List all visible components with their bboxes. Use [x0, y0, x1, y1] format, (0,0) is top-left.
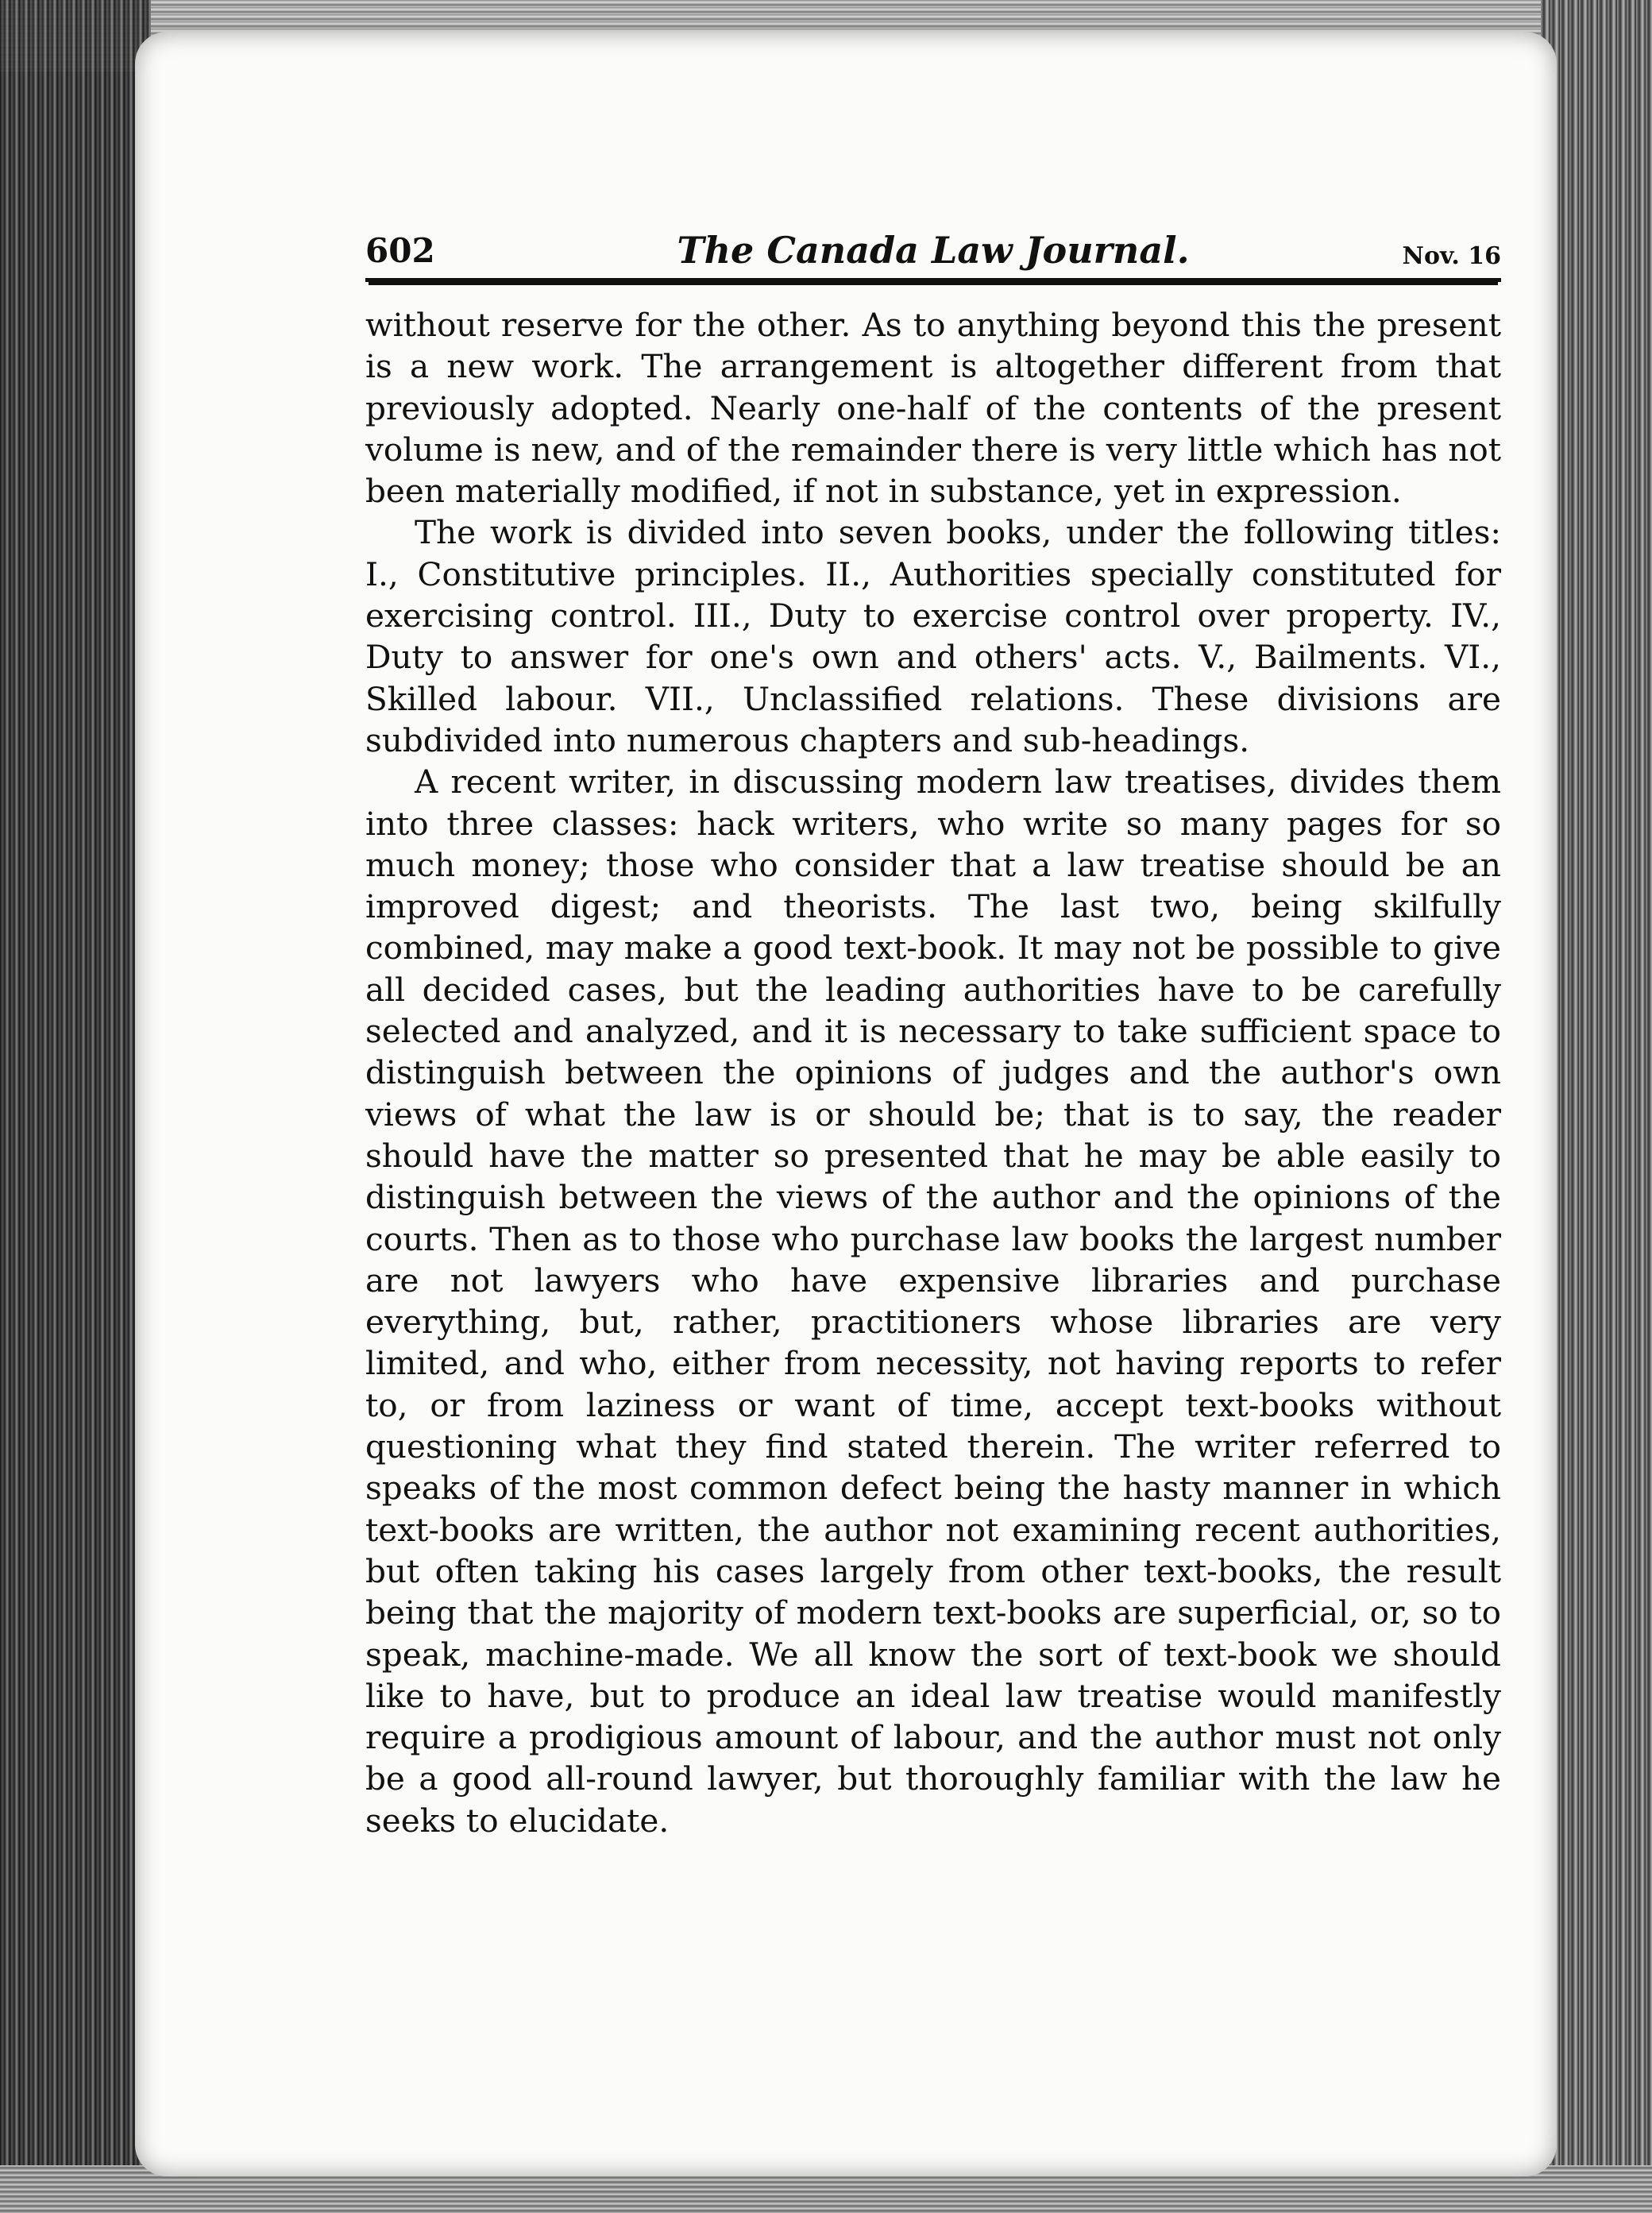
article-body	[365, 304, 1501, 1841]
scan-right-edge	[1541, 0, 1652, 2213]
paragraph-continuation: without reserve for the other. As to anything beyond this the present is a new work. The arrangement is altogether different from that previously adopted. Nearly one-half of the contents of the present volume is new, and of the remainder there is very little which has not been materially modified, if not in substance, yet in expression.	[365, 306, 1501, 511]
scan-left-edge	[0, 0, 151, 2213]
paper-sheet	[135, 32, 1557, 2176]
page-content	[365, 222, 1501, 1841]
issue-date: Nov. 16	[1402, 242, 1501, 270]
paragraph-recent-writer: A recent writer, in discussing modern law treatises, divides them into three classes: hack writers, who write so many pages for so much money; those who consider that a law treatise should be an improved digest; and theorists. The last two, being skilfully combined, may make a good text-book. It may not be possible to give all decided cases, but the leading authorities have to be carefully selected and analyzed, and it is necessary to take sufficient space to distinguish between the opinions of judges and the author's own views of what the law is or should be; that is to say, the reader should have the matter so presented that he may be able easily to distinguish between the views of the author and the opinions of the courts. Then as to those who purchase law books the largest number are not lawyers who have expensive libraries and purchase everything, but, rather, practitioners whose libraries are very limited, and who, either from necessity, not having reports to refer to, or from laziness or want of time, accept text-books without questioning what they find stated therein. The writer referred to speaks of the most common defect being the hasty manner in which text-books are written, the author not examining recent authorities, but often taking his cases largely from other text-books, the result being that the majority of modern text-books are superficial, or, so to speak, machine-made. We all know the sort of text-book we should like to have, but to produce an ideal law treatise would manifestly require a prodigious amount of labour, and the author must not only be a good all-round lawyer, but thoroughly familiar with the law he seeks to elucidate.	[365, 763, 1501, 1840]
page-number: 602	[365, 231, 435, 270]
journal-title: The Canada Law Journal.	[677, 229, 1190, 272]
running-header	[365, 222, 1501, 282]
paragraph-books: The work is divided into seven books, under the following titles: I., Constitutive principles. II., Authorities specially constituted for exercising control. III., Duty to exercise control over property. IV., Duty to answer for one's own and others' acts. V., Bailments. VI., Skilled labour. VII., Unclassified relations. These divisions are subdivided into numerous chapters and sub-headings.	[365, 513, 1501, 759]
